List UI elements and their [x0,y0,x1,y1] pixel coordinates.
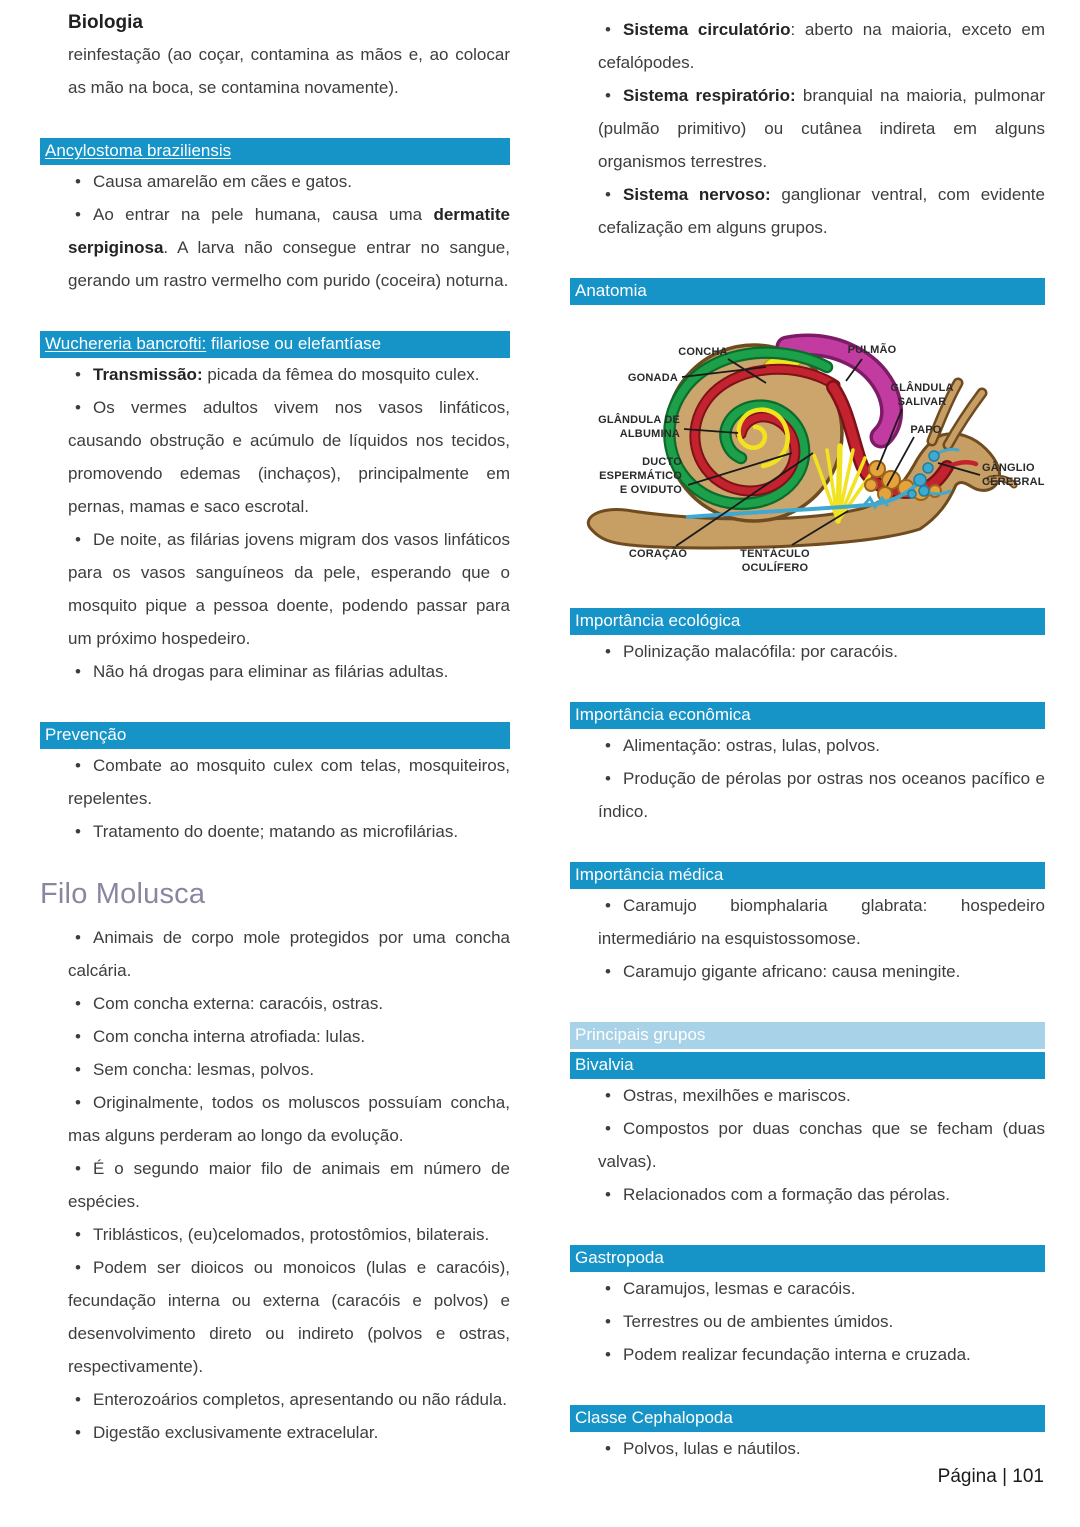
item-bold-text: dermatite serpiginosa [68,205,510,257]
item-text: Caramujo gigante africano: causa meningite. [623,962,961,981]
section-filo-molusca [40,878,510,1449]
list-item [68,358,510,391]
snail-anatomy-svg [570,333,1045,583]
list-item [598,635,1045,668]
list-item [598,1112,1045,1178]
header-text: filariose ou elefantíase [206,334,382,353]
list-item [68,987,510,1020]
bullet-icon: • [75,172,81,191]
intro-paragraph: reinfestação (ao coçar, contamina as mãos e, ao colocar as mão na boca, se contamina novamente). [68,45,510,97]
item-bold-text: Sistema respiratório: [623,86,796,105]
list-item [68,1086,510,1152]
item-bold-text: Sistema circulatório [623,20,791,39]
bullet-list [598,889,1045,988]
section-importancia-ecologica [570,608,1045,668]
bullet-icon: • [75,1159,81,1178]
bullet-icon: • [75,398,81,417]
item-text: Ao entrar na pele humana, causa uma [93,205,434,224]
item-text: ganglionar ventral, com evidente cefalização em alguns grupos. [598,185,1045,237]
snail-anatomy-diagram [570,333,1045,588]
list-item [598,1432,1045,1465]
bullet-icon: • [75,1027,81,1046]
list-item [68,1416,510,1449]
diagram-label-glandula-albumina: ALBUMINA [619,428,680,440]
bullet-icon: • [605,642,611,661]
item-text: Ostras, mexilhões e mariscos. [623,1086,851,1105]
bullet-icon: • [75,756,81,775]
item-text: Tratamento do doente; matando as microfilárias. [93,822,459,841]
section-header-principais-grupos: Principais grupos [570,1022,1045,1049]
list-item [598,889,1045,955]
left-column [40,0,510,1465]
bullet-icon: • [75,205,81,224]
bullet-icon: • [75,928,81,947]
bullet-icon: • [605,896,611,915]
section-anatomia [570,278,1045,588]
right-column [570,0,1045,1465]
list-item [598,762,1045,828]
section-cephalopoda [570,1405,1045,1465]
item-text: Polvos, lulas e náutilos. [623,1439,801,1458]
page-title: Biologia [68,12,143,33]
list-item [68,815,510,848]
bullet-icon: • [75,994,81,1013]
item-text: : aberto na maioria, exceto em cefalópodes. [598,20,1045,72]
section-header-gastropoda: Gastropoda [570,1245,1045,1272]
diagram-label-glandula-salivar: GLÂNDULA [890,382,954,394]
list-item [68,1152,510,1218]
list-item [598,79,1045,178]
bullet-icon: • [75,365,81,384]
diagram-label-concha: CONCHA [678,346,728,358]
bullet-list [598,1272,1045,1371]
list-item [598,1338,1045,1371]
item-text: Podem ser dioicos ou monoicos (lulas e caracóis), fecundação interna ou externa (caracóis e polvos) e desenvolvimento direto ou indireto (polvos e ostras, respectivamente). [68,1258,510,1376]
filo-molusca-heading: Filo Molusca [40,878,206,910]
header-link[interactable]: Wuchereria bancrofti: [45,334,207,353]
section-wuchereria [40,331,510,688]
bullet-list [598,13,1045,244]
list-item [68,1020,510,1053]
item-text: Podem realizar fecundação interna e cruzada. [623,1345,971,1364]
bullet-icon: • [75,1225,81,1244]
bullet-icon: • [605,1345,611,1364]
item-bold-text: Sistema nervoso: [623,185,771,204]
item-text: Alimentação: ostras, lulas, polvos. [623,736,881,755]
bullet-icon: • [605,1312,611,1331]
bullet-icon: • [605,769,611,788]
bullet-list [68,165,510,297]
list-item [68,655,510,688]
diagram-label-ducto: ESPERMÁTICO [599,470,682,482]
section-ancylostoma [40,138,510,297]
diagram-label-tentaculo: TENTÁCULO [740,548,810,560]
section-header-cephalopoda: Classe Cephalopoda [570,1405,1045,1432]
bullet-icon: • [75,1060,81,1079]
section-header-prevencao: Prevenção [40,722,510,749]
item-text: Sem concha: lesmas, polvos. [93,1060,315,1079]
bullet-icon: • [605,1185,611,1204]
bullet-icon: • [605,1086,611,1105]
bullet-icon: • [75,1093,81,1112]
diagram-label-tentaculo: OCULÍFERO [741,562,809,574]
bullet-icon: • [75,1390,81,1409]
bullet-icon: • [605,185,611,204]
bullet-list [598,635,1045,668]
diagram-label-ducto: E OVIDUTO [619,484,682,496]
item-text: Caramujos, lesmas e caracóis. [623,1279,856,1298]
section-gastropoda [570,1245,1045,1371]
list-item [68,1383,510,1416]
diagram-label-pulmao: PULMÃO [847,344,897,356]
list-item [68,391,510,523]
item-text: Terrestres ou de ambientes úmidos. [623,1312,894,1331]
item-text: branquial na maioria, pulmonar (pulmão primitivo) ou cutânea indireta em alguns organismos terrestres. [598,86,1045,171]
list-item [598,1272,1045,1305]
section-header-ancylostoma [40,138,510,165]
item-bold-text: Transmissão: [93,365,203,384]
item-text: Combate ao mosquito culex com telas, mosquiteiros, repelentes. [68,756,510,808]
bullet-icon: • [605,86,611,105]
item-text: Causa amarelão em cães e gatos. [93,172,352,191]
bullet-icon: • [75,1423,81,1442]
section-principais-grupos [570,1022,1045,1211]
diagram-label-ganglio: CÉREBRAL [982,476,1045,488]
bullet-icon: • [605,736,611,755]
item-text: Os vermes adultos vivem nos vasos linfáticos, causando obstrução e acúmulo de líquidos nos tecidos, promovendo edemas (inchaços), principalmente em pernas, mamas e saco escrotal. [68,398,510,516]
bullet-list [68,921,510,1449]
list-item [68,1218,510,1251]
diagram-label-glandula-albumina: GLÂNDULA DE [598,414,680,426]
bullet-list [68,749,510,848]
bullet-icon: • [75,1258,81,1277]
section-prevencao [40,722,510,848]
list-item [598,1178,1045,1211]
list-item [598,178,1045,244]
bullet-list [598,1432,1045,1465]
item-text: Animais de corpo mole protegidos por uma concha calcária. [68,928,510,980]
list-item [68,1053,510,1086]
item-text: Polinização malacófila: por caracóis. [623,642,898,661]
section-header-wuchereria [40,331,510,358]
header-link[interactable]: Ancylostoma braziliensis [45,141,232,160]
page-number: Página | 101 [937,1466,1044,1487]
section-header-economica: Importância econômica [570,702,1045,729]
list-item [598,955,1045,988]
item-text: Com concha interna atrofiada: lulas. [93,1027,366,1046]
item-text: De noite, as filárias jovens migram dos vasos linfáticos para os vasos sanguíneos da pele, esperando que o mosquito pique a pessoa doente, podendo passar para um próximo hospedeiro. [68,530,510,648]
item-text: picada da fêmea do mosquito culex. [202,365,480,384]
item-text: Digestão exclusivamente extracelular. [93,1423,379,1442]
list-item [68,749,510,815]
bullet-icon: • [75,662,81,681]
item-text: Produção de pérolas por ostras nos oceanos pacífico e índico. [598,769,1045,821]
item-text: Caramujo biomphalaria glabrata: hospedeiro intermediário na esquistossomose. [598,896,1045,948]
list-item [68,523,510,655]
list-item [598,1079,1045,1112]
bullet-icon: • [605,20,611,39]
bullet-icon: • [605,1439,611,1458]
diagram-label-ducto: DUCTO [642,456,682,468]
bullet-icon: • [75,530,81,549]
bullet-icon: • [605,1119,611,1138]
diagram-label-papo: PAPO [910,424,942,436]
item-text: É o segundo maior filo de animais em número de espécies. [68,1159,510,1211]
section-importancia-medica [570,862,1045,988]
item-text: Triblásticos, (eu)celomados, protostômios, bilaterais. [93,1225,490,1244]
item-text: Relacionados com a formação das pérolas. [623,1185,950,1204]
diagram-label-coracao: CORAÇÃO [628,548,688,560]
list-item [68,1251,510,1383]
bullet-list [598,1079,1045,1211]
item-text: Não há drogas para eliminar as filárias adultas. [93,662,449,681]
section-header-medica: Importância médica [570,862,1045,889]
list-item [68,921,510,987]
list-item [598,729,1045,762]
section-header-anatomia: Anatomia [570,278,1045,305]
list-item [598,1305,1045,1338]
item-text: Originalmente, todos os moluscos possuíam concha, mas alguns perderam ao longo da evolução. [68,1093,510,1145]
bullet-list [598,729,1045,828]
diagram-label-glandula-salivar: SALIVAR [897,396,947,408]
diagram-label-gonada: GONADA [627,372,678,384]
item-text: Enterozoários completos, apresentando ou não rádula. [93,1390,507,1409]
item-text: Com concha externa: caracóis, ostras. [93,994,384,1013]
item-text: Compostos por duas conchas que se fecham (duas valvas). [598,1119,1045,1171]
item-text: . A larva não consegue entrar no sangue, gerando um rastro vermelho com purido (coceira) noturna. [68,238,510,290]
section-header-bivalvia: Bivalvia [570,1052,1045,1079]
diagram-label-ganglio: GÂNGLIO [982,462,1035,474]
list-item [598,13,1045,79]
section-importancia-economica [570,702,1045,828]
bullet-icon: • [75,822,81,841]
bullet-icon: • [605,962,611,981]
bullet-icon: • [605,1279,611,1298]
section-header-ecologica: Importância ecológica [570,608,1045,635]
bullet-list [68,358,510,688]
list-item [68,165,510,198]
list-item [68,198,510,297]
